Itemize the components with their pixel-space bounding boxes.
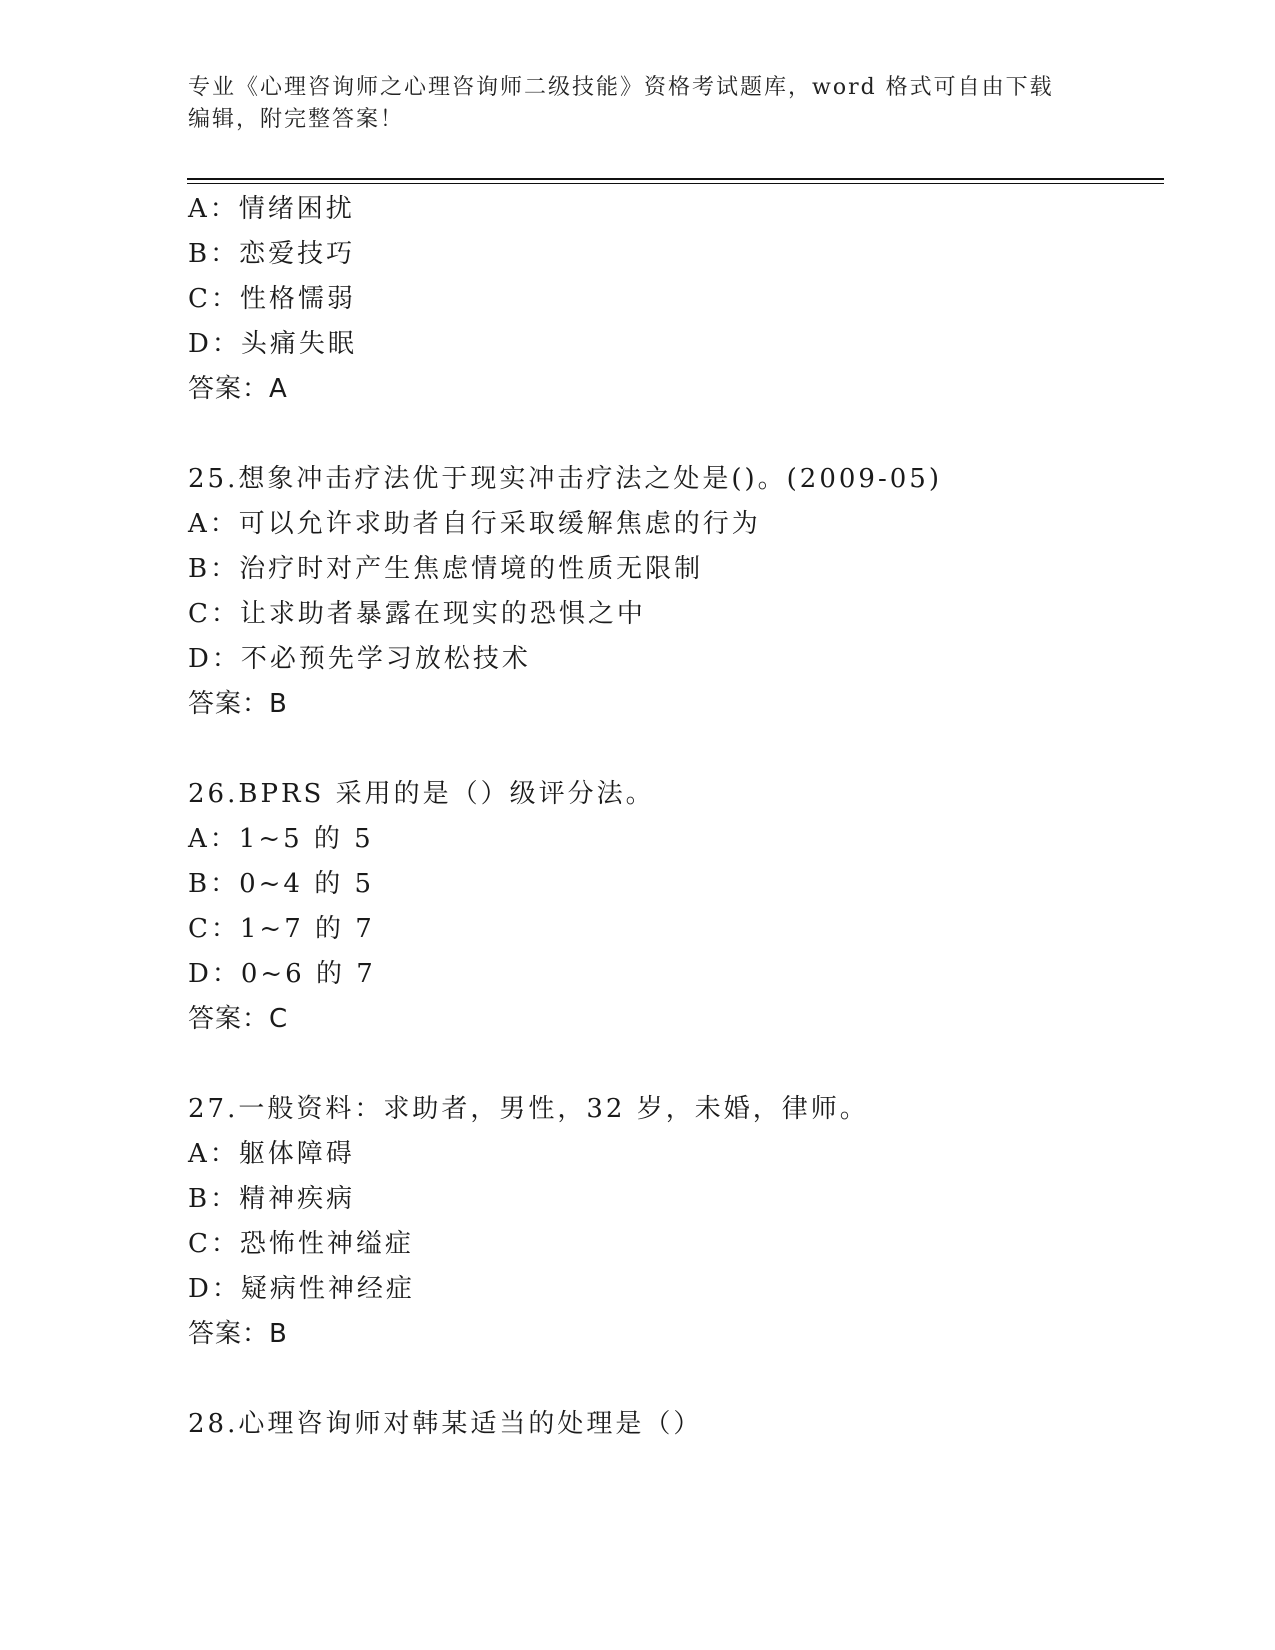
q25-option-c: C：让求助者暴露在现实的恐惧之中 <box>188 599 646 629</box>
q27-answer: 答案：B <box>188 1319 288 1349</box>
header-line-2: 编辑，附完整答案！ <box>188 107 405 132</box>
q24-answer: 答案：A <box>188 374 288 404</box>
header-rule-thin <box>187 183 1164 184</box>
q27-question: 27.一般资料：求助者，男性，32 岁，未婚，律师。 <box>188 1094 869 1124</box>
q27-option-a: A：躯体障碍 <box>188 1139 355 1169</box>
q24-option-b: B：恋爱技巧 <box>188 239 356 269</box>
q26-answer: 答案：C <box>188 1004 289 1034</box>
document-header <box>188 72 1088 136</box>
q28-question: 28.心理咨询师对韩某适当的处理是（） <box>188 1409 703 1439</box>
q24-option-d: D：头痛失眠 <box>188 329 357 359</box>
q25-answer: 答案：B <box>188 689 288 719</box>
q27-option-d: D：疑病性神经症 <box>188 1274 415 1304</box>
header-line-1: 专业《心理咨询师之心理咨询师二级技能》资格考试题库，word 格式可自由下载 <box>188 75 1054 100</box>
q26-option-c: C：1~7 的 7 <box>188 914 375 944</box>
q25-question: 25.想象冲击疗法优于现实冲击疗法之处是()。(2009-05) <box>188 464 942 494</box>
q26-option-a: A：1~5 的 5 <box>188 824 374 854</box>
q25-option-b: B：治疗时对产生焦虑情境的性质无限制 <box>188 554 704 584</box>
q26-option-b: B：0~4 的 5 <box>188 869 375 899</box>
q27-option-b: B：精神疾病 <box>188 1184 356 1214</box>
q25-option-d: D：不必预先学习放松技术 <box>188 644 531 674</box>
header-rule-thick <box>187 178 1164 180</box>
q25-option-a: A：可以允许求助者自行采取缓解焦虑的行为 <box>188 509 761 539</box>
q26-option-d: D：0~6 的 7 <box>188 959 376 989</box>
q27-option-c: C：恐怖性神缢症 <box>188 1229 414 1259</box>
q26-question: 26.BPRS 采用的是（）级评分法。 <box>188 779 655 809</box>
q24-option-c: C：性格懦弱 <box>188 284 356 314</box>
q24-option-a: A：情绪困扰 <box>188 194 355 224</box>
